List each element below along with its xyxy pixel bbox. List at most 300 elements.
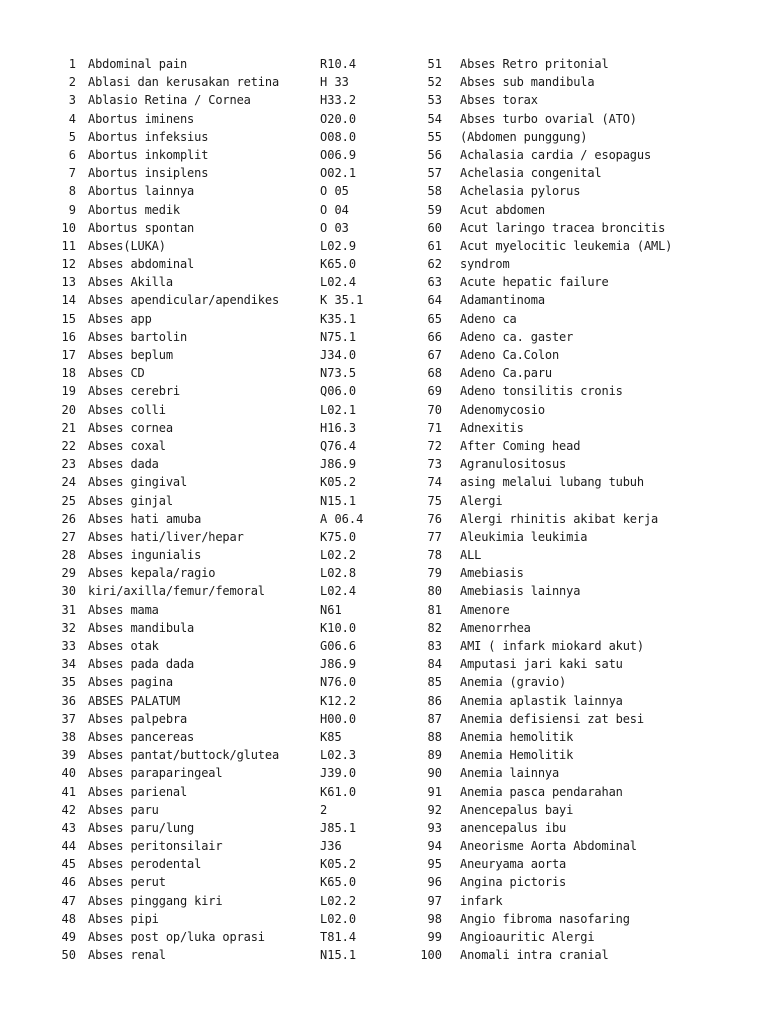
item-number: 87 [427, 711, 442, 726]
item-number: 95 [427, 857, 442, 872]
list-item [50, 855, 400, 873]
diagnosis-name: Abses perodental [88, 857, 202, 872]
diagnosis-name: Abses paru [88, 802, 159, 817]
diagnosis-name: Abses dada [88, 457, 159, 472]
diagnosis-name: Abses(LUKA) [88, 238, 166, 253]
icd-code: H16.3 [320, 420, 357, 435]
list-item [410, 128, 755, 146]
list-item [50, 546, 400, 564]
list-item [410, 764, 755, 782]
list-item [410, 164, 755, 182]
diagnosis-name: Abdominal pain [88, 57, 188, 71]
list-item [50, 601, 400, 619]
list-item [410, 582, 755, 600]
icd-code: K75.0 [320, 529, 357, 544]
diagnosis-name: Amebiasis lainnya [460, 584, 581, 599]
diagnosis-name: Angina pictoris [460, 875, 567, 890]
icd-code: K05.2 [320, 857, 357, 872]
diagnosis-name: Adeno Ca.Colon [460, 348, 560, 362]
list-item [410, 237, 755, 255]
list-item [50, 419, 400, 437]
diagnosis-name: Abses renal [88, 948, 166, 963]
diagnosis-name: Abses pagina [88, 675, 173, 690]
diagnosis-name: asing melalui lubang tubuh [460, 475, 644, 490]
icd-code: L02.9 [320, 238, 357, 253]
item-number: 48 [61, 911, 76, 926]
diagnosis-name: Abortus iminens [88, 111, 195, 126]
list-item [410, 419, 755, 437]
item-number: 30 [61, 584, 76, 599]
list-item [410, 73, 755, 91]
icd-code: T81.4 [320, 930, 357, 944]
item-number: 16 [61, 329, 76, 344]
list-item [50, 528, 400, 546]
item-number: 23 [61, 457, 76, 472]
icd-code: H00.0 [320, 711, 357, 726]
item-number: 73 [427, 457, 442, 472]
list-item [50, 728, 400, 746]
icd-code: L02.4 [320, 275, 357, 290]
diagnosis-name: Angioauritic Alergi [460, 930, 595, 944]
item-number: 4 [68, 111, 76, 126]
list-item [410, 619, 755, 637]
list-item [50, 873, 400, 891]
icd-code: N73.5 [320, 366, 357, 381]
item-number: 38 [61, 729, 76, 744]
diagnosis-name: Anemia Hemolitik [460, 748, 574, 763]
diagnosis-name: Acut laringo tracea broncitis [460, 220, 666, 235]
item-number: 8 [68, 184, 76, 199]
diagnosis-name: Abses coxal [88, 438, 166, 453]
icd-code: O20.0 [320, 111, 357, 126]
list-item [410, 510, 755, 528]
item-number: 41 [61, 784, 76, 799]
item-number: 91 [427, 784, 442, 799]
list-item [410, 91, 755, 109]
diagnosis-name: Abses hati/liver/hepar [88, 529, 244, 544]
item-number: 71 [427, 420, 442, 435]
item-number: 13 [61, 275, 76, 290]
list-item [410, 601, 755, 619]
diagnosis-name: Achalasia cardia / esopagus [460, 147, 652, 162]
item-number: 25 [61, 493, 76, 508]
list-item [410, 928, 755, 946]
list-item [50, 710, 400, 728]
icd-code: J86.9 [320, 457, 357, 472]
item-number: 36 [61, 693, 76, 708]
diagnosis-name: Anemia lainnya [460, 766, 560, 781]
diagnosis-name: Abses perut [88, 875, 166, 890]
list-item [50, 110, 400, 128]
item-number: 100 [420, 948, 442, 963]
list-item [410, 692, 755, 710]
icd-code: O06.9 [320, 147, 357, 162]
diagnosis-name: Abortus lainnya [88, 184, 195, 199]
diagnosis-name: Abses apendicular/apendikes [88, 293, 280, 308]
list-item [50, 819, 400, 837]
list-item [50, 273, 400, 291]
list-item [50, 764, 400, 782]
diagnosis-name: Abses kepala/ragio [88, 566, 216, 581]
item-number: 52 [427, 75, 442, 90]
icd-code: L02.4 [320, 584, 357, 599]
list-item [50, 310, 400, 328]
item-number: 81 [427, 602, 442, 617]
item-number: 21 [61, 420, 76, 435]
diagnosis-name: Alergi [460, 493, 503, 508]
item-number: 92 [427, 802, 442, 817]
item-number: 54 [427, 111, 442, 126]
list-item [410, 55, 755, 73]
list-item [50, 746, 400, 764]
item-number: 22 [61, 438, 76, 453]
item-number: 56 [427, 147, 442, 162]
item-number: 51 [427, 57, 442, 71]
diagnosis-name: Adeno ca. gaster [460, 329, 574, 344]
item-number: 62 [427, 257, 442, 272]
item-number: 76 [427, 511, 442, 526]
diagnosis-name: Acut myelocitic leukemia (AML) [460, 238, 673, 253]
diagnosis-name: Abses pipi [88, 911, 159, 926]
icd-code: K61.0 [320, 784, 357, 799]
list-item [410, 655, 755, 673]
icd-code: J86.9 [320, 657, 357, 672]
diagnosis-name: Adeno Ca.paru [460, 366, 552, 381]
list-item [50, 237, 400, 255]
diagnosis-name: Abortus spontan [88, 220, 195, 235]
icd-code: J85.1 [320, 820, 357, 835]
icd-code: N15.1 [320, 493, 357, 508]
list-item [410, 401, 755, 419]
list-item [410, 855, 755, 873]
diagnosis-name: Anemia hemolitik [460, 729, 574, 744]
diagnosis-name: Anemia defisiensi zat besi [460, 711, 644, 726]
diagnosis-name: Aneorisme Aorta Abdominal [460, 839, 637, 854]
icd-code: L02.2 [320, 893, 357, 908]
icd-code: O 03 [320, 220, 349, 235]
list-item [50, 146, 400, 164]
list-item [410, 310, 755, 328]
icd-code: N61 [320, 602, 342, 617]
icd-code: N76.0 [320, 675, 357, 690]
item-number: 84 [427, 657, 442, 672]
icd-code: L02.2 [320, 548, 357, 563]
item-number: 33 [61, 639, 76, 653]
diagnosis-name: Ablasio Retina / Cornea [88, 93, 251, 108]
item-number: 93 [427, 820, 442, 835]
list-item [50, 455, 400, 473]
diagnosis-name: Abses Akilla [88, 275, 173, 290]
item-number: 1 [68, 57, 76, 71]
list-item [410, 455, 755, 473]
item-number: 74 [427, 475, 442, 490]
item-number: 88 [427, 729, 442, 744]
icd-code: H 33 [320, 75, 349, 90]
icd-code: J39.0 [320, 766, 357, 781]
list-item [50, 673, 400, 691]
list-item [50, 910, 400, 928]
icd-code: 2 [320, 802, 328, 817]
icd-code: L02.1 [320, 402, 357, 417]
list-item [410, 801, 755, 819]
diagnosis-name: Abses gingival [88, 475, 188, 490]
item-number: 32 [61, 620, 76, 635]
item-number: 68 [427, 366, 442, 381]
list-item [50, 492, 400, 510]
list-item [50, 655, 400, 673]
icd-code: O 05 [320, 184, 349, 199]
diagnosis-name: Aneuryama aorta [460, 857, 567, 872]
diagnosis-name: Amebiasis [460, 566, 524, 581]
diagnosis-name: Abortus medik [88, 202, 180, 217]
item-number: 45 [61, 857, 76, 872]
item-number: 79 [427, 566, 442, 581]
list-item [410, 255, 755, 273]
diagnosis-name: Abses abdominal [88, 257, 195, 272]
icd-code: A 06.4 [320, 511, 364, 526]
icd-code: L02.3 [320, 748, 357, 763]
item-number: 98 [427, 911, 442, 926]
list-item [50, 382, 400, 400]
diagnosis-name: Abses peritonsilair [88, 839, 223, 854]
list-item [50, 564, 400, 582]
item-number: 58 [427, 184, 442, 199]
item-number: 65 [427, 311, 442, 326]
item-number: 99 [427, 930, 442, 944]
item-number: 46 [61, 875, 76, 890]
icd-code: O08.0 [320, 129, 357, 144]
list-item [410, 946, 755, 964]
diagnosis-name: Adeno ca [460, 311, 517, 326]
item-number: 72 [427, 438, 442, 453]
list-item [410, 728, 755, 746]
diagnosis-name: Abses Retro pritonial [460, 57, 609, 71]
list-item [410, 783, 755, 801]
list-item [50, 255, 400, 273]
list-item [410, 346, 755, 364]
diagnosis-name: Adamantinoma [460, 293, 545, 308]
diagnosis-name: Anencepalus bayi [460, 802, 574, 817]
list-item [410, 564, 755, 582]
diagnosis-name: ABSES PALATUM [88, 693, 180, 708]
diagnosis-name: AMI ( infark miokard akut) [460, 639, 644, 653]
diagnosis-name: Achelasia congenital [460, 166, 602, 181]
diagnosis-name: Abses paru/lung [88, 820, 195, 835]
list-item [410, 910, 755, 928]
item-number: 75 [427, 493, 442, 508]
diagnosis-name: Abses post op/luka oprasi [88, 930, 265, 944]
item-number: 18 [61, 366, 76, 381]
diagnosis-name: Angio fibroma nasofaring [460, 911, 630, 926]
item-number: 39 [61, 748, 76, 763]
icd-code: N15.1 [320, 948, 357, 963]
item-number: 19 [61, 384, 76, 399]
list-item [50, 437, 400, 455]
icd-code: K05.2 [320, 475, 357, 490]
list-item [50, 892, 400, 910]
item-number: 34 [61, 657, 76, 672]
diagnosis-name: Abses cornea [88, 420, 173, 435]
item-number: 11 [61, 238, 76, 253]
diagnosis-name: syndrom [460, 257, 510, 272]
icd-code: K12.2 [320, 693, 357, 708]
diagnosis-name: Abses CD [88, 366, 145, 381]
item-number: 40 [61, 766, 76, 781]
icd-code: K 35.1 [320, 293, 364, 308]
diagnosis-name: Amenorrhea [460, 620, 531, 635]
item-number: 26 [61, 511, 76, 526]
diagnosis-name: After Coming head [460, 438, 581, 453]
item-number: 5 [68, 129, 76, 144]
item-number: 12 [61, 257, 76, 272]
icd-code: H33.2 [320, 93, 357, 108]
list-item [410, 528, 755, 546]
diagnosis-name: Abses colli [88, 402, 166, 417]
diagnosis-name: anencepalus ibu [460, 820, 567, 835]
icd-code: J36 [320, 839, 342, 854]
list-item [50, 582, 400, 600]
list-item [50, 182, 400, 200]
list-item [410, 219, 755, 237]
diagnosis-name: Abses beplum [88, 348, 173, 362]
diagnosis-name: Abses torax [460, 93, 538, 108]
icd-code: K65.0 [320, 875, 357, 890]
diagnosis-name: Adeno tonsilitis cronis [460, 384, 623, 399]
diagnosis-name: Amputasi jari kaki satu [460, 657, 623, 672]
diagnosis-name: Abses cerebri [88, 384, 180, 399]
diagnosis-name: Abses pancereas [88, 729, 195, 744]
item-number: 47 [61, 893, 76, 908]
diagnosis-name: Abortus inkomplit [88, 147, 209, 162]
icd-code: O02.1 [320, 166, 357, 181]
icd-code: J34.0 [320, 348, 357, 362]
icd-code: N75.1 [320, 329, 357, 344]
diagnosis-name: Abses app [88, 311, 152, 326]
item-number: 55 [427, 129, 442, 144]
item-number: 53 [427, 93, 442, 108]
list-item [410, 637, 755, 655]
item-number: 35 [61, 675, 76, 690]
diagnosis-name: Abses turbo ovarial (ATO) [460, 111, 637, 126]
list-item [50, 201, 400, 219]
diagnosis-name: Abses paraparingeal [88, 766, 223, 781]
icd-code: G06.6 [320, 639, 357, 653]
item-number: 86 [427, 693, 442, 708]
item-number: 61 [427, 238, 442, 253]
list-item [50, 164, 400, 182]
item-number: 43 [61, 820, 76, 835]
item-number: 66 [427, 329, 442, 344]
diagnosis-name: Acut abdomen [460, 202, 545, 217]
list-item [50, 692, 400, 710]
diagnosis-name: Achelasia pylorus [460, 184, 581, 199]
list-item [50, 801, 400, 819]
diagnosis-name: Alergi rhinitis akibat kerja [460, 511, 659, 526]
diagnosis-name: Adnexitis [460, 420, 524, 435]
diagnosis-name: Acute hepatic failure [460, 275, 609, 290]
list-item [410, 892, 755, 910]
list-item [50, 783, 400, 801]
icd-code: Q06.0 [320, 384, 357, 399]
item-number: 69 [427, 384, 442, 399]
list-item [50, 128, 400, 146]
diagnosis-name: Aleukimia leukimia [460, 529, 588, 544]
item-number: 67 [427, 348, 442, 362]
icd-code: K65.0 [320, 257, 357, 272]
item-number: 14 [61, 293, 76, 308]
item-number: 31 [61, 602, 76, 617]
icd-code: O 04 [320, 202, 349, 217]
item-number: 9 [68, 202, 76, 217]
list-item [50, 510, 400, 528]
diagnosis-name: kiri/axilla/femur/femoral [88, 584, 265, 599]
icd-code: Q76.4 [320, 438, 357, 453]
diagnosis-name: Abses ginjal [88, 493, 173, 508]
diagnosis-name: Abses pantat/buttock/glutea [88, 748, 280, 763]
item-number: 29 [61, 566, 76, 581]
item-number: 70 [427, 402, 442, 417]
item-number: 80 [427, 584, 442, 599]
list-item [410, 182, 755, 200]
list-item [410, 201, 755, 219]
diagnosis-name: Abses sub mandibula [460, 75, 595, 90]
list-item [410, 473, 755, 491]
item-number: 97 [427, 893, 442, 908]
list-item [50, 837, 400, 855]
list-item [50, 328, 400, 346]
item-number: 2 [68, 75, 76, 90]
list-item [410, 492, 755, 510]
item-number: 96 [427, 875, 442, 890]
list-item [50, 346, 400, 364]
diagnosis-name: Abses mama [88, 602, 159, 617]
list-item [50, 55, 400, 73]
list-item [50, 473, 400, 491]
list-item [410, 382, 755, 400]
item-number: 49 [61, 930, 76, 944]
list-item [410, 291, 755, 309]
diagnosis-name: infark [460, 893, 503, 908]
diagnosis-name: Abses parienal [88, 784, 188, 799]
diagnosis-name: ALL [460, 548, 482, 563]
item-number: 63 [427, 275, 442, 290]
diagnosis-name: Abses pada dada [88, 657, 195, 672]
item-number: 90 [427, 766, 442, 781]
item-number: 78 [427, 548, 442, 563]
diagnosis-name: Abortus insiplens [88, 166, 209, 181]
item-number: 28 [61, 548, 76, 563]
diagnosis-name: Abses mandibula [88, 620, 195, 635]
list-item [50, 91, 400, 109]
item-number: 44 [61, 839, 76, 854]
icd-code: L02.0 [320, 911, 357, 926]
list-item [410, 364, 755, 382]
diagnosis-name: Abses otak [88, 639, 159, 653]
right-column [410, 55, 755, 964]
item-number: 94 [427, 839, 442, 854]
item-number: 60 [427, 220, 442, 235]
item-number: 24 [61, 475, 76, 490]
diagnosis-name: Abses hati amuba [88, 511, 202, 526]
diagnosis-name: Anemia aplastik lainnya [460, 693, 623, 708]
diagnosis-name: Anomali intra cranial [460, 948, 609, 963]
diagnosis-name: (Abdomen punggung) [460, 129, 588, 144]
item-number: 57 [427, 166, 442, 181]
item-number: 85 [427, 675, 442, 690]
item-number: 15 [61, 311, 76, 326]
list-item [410, 110, 755, 128]
diagnosis-name: Abortus infeksius [88, 129, 209, 144]
